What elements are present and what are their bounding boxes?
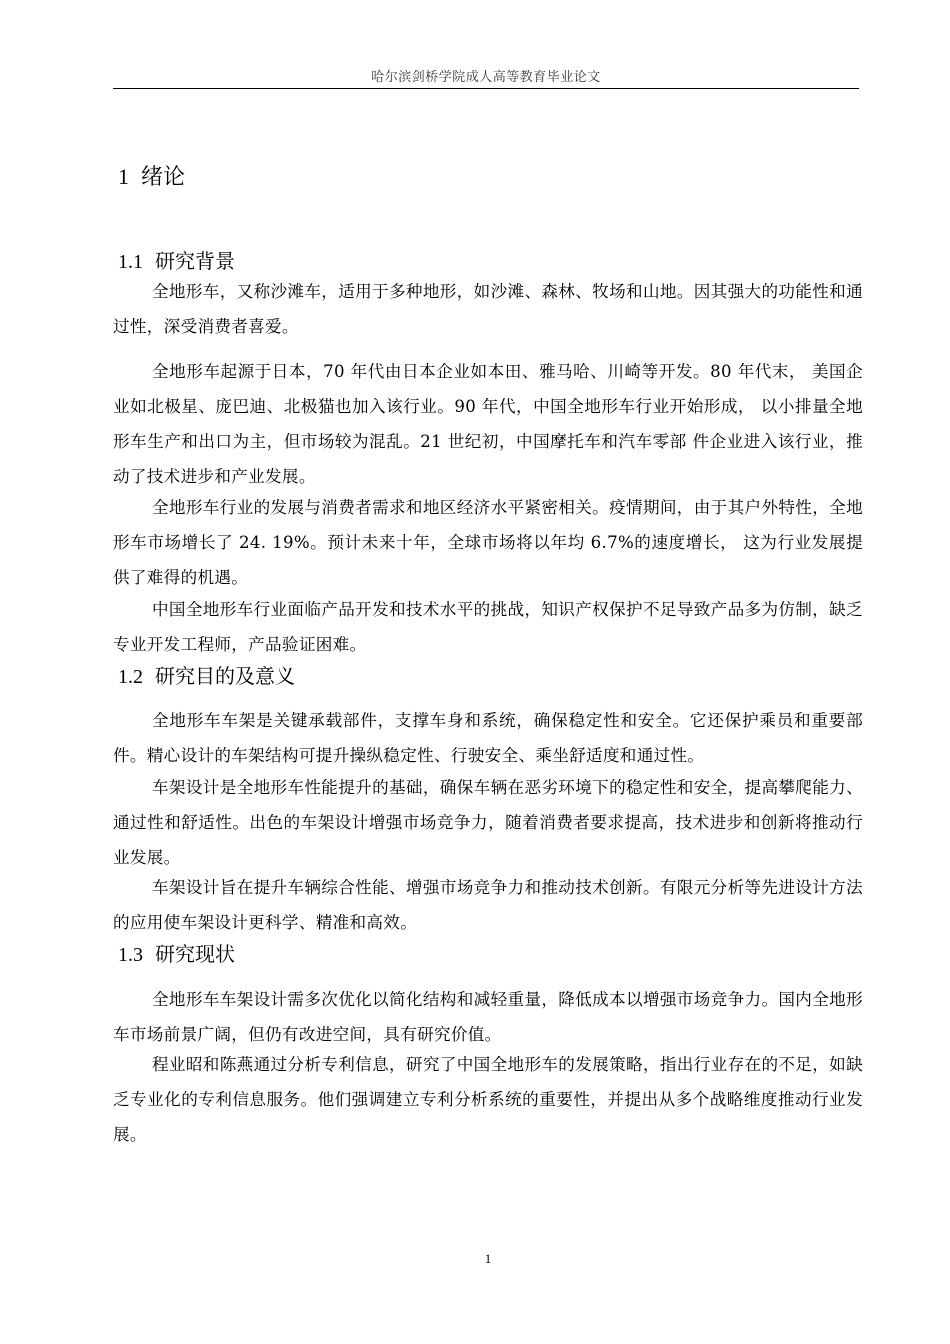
section-number: 1.1 xyxy=(118,251,143,273)
paragraph: 全地形车起源于日本，70 年代由日本企业如本田、雅马哈、川崎等开发。80 年代末， 美国企业如北极星、庞巴迪、北极猫也加入该行业。90 年代，中国全地形车行业开始形成， 以小排量全地形车生产和出口为主，但市场较为混乱。21 世纪初，中国摩托车和汽车零部 件企业进入该行业，推动了技术进步和产业发展。 xyxy=(113,362,863,486)
section-title: 研究目的及意义 xyxy=(155,664,295,688)
paragraph: 车架设计是全地形车性能提升的基础，确保车辆在恶劣环境下的稳定性和安全，提高攀爬能力、通过性和舒适性。出色的车架设计增强市场竞争力，随着消费者要求提高，技术进步和创新将推动行业发展。 xyxy=(113,778,863,867)
section-heading-1-3 xyxy=(118,940,235,969)
paragraph: 全地形车车架是关键承载部件，支撑车身和系统，确保稳定性和安全。它还保护乘员和重要部件。精心设计的车架结构可提升操纵稳定性、行驶安全、乘坐舒适度和通过性。 xyxy=(113,711,863,765)
chapter-title: 绪论 xyxy=(141,165,186,190)
section-title: 研究现状 xyxy=(155,942,235,966)
chapter-heading xyxy=(118,162,185,193)
paragraph: 车架设计旨在提升车辆综合性能、增强市场竞争力和推动技术创新。有限元分析等先进设计方法的应用使车架设计更科学、精准和高效。 xyxy=(113,878,863,932)
paragraph: 程业昭和陈燕通过分析专利信息，研究了中国全地形车的发展策略，指出行业存在的不足，如缺乏专业化的专利信息服务。他们强调建立专利分析系统的重要性，并提出从多个战略维度推动行业发展。 xyxy=(113,1055,863,1144)
section-number: 1.2 xyxy=(118,666,143,688)
paragraph: 全地形车行业的发展与消费者需求和地区经济水平紧密相关。疫情期间，由于其户外特性，全地形车市场增长了 24. 19%。预计未来十年，全球市场将以年均 6.7%的速度增长， 这为行业发展提供了难得的机遇。 xyxy=(113,498,863,587)
section-title: 研究背景 xyxy=(155,249,235,273)
header-divider xyxy=(113,88,859,89)
section-number: 1.3 xyxy=(118,944,143,966)
running-header: 哈尔滨剑桥学院成人高等教育毕业论文 xyxy=(371,70,601,85)
chapter-number: 1 xyxy=(118,164,129,189)
page-number: 1 xyxy=(484,1251,492,1266)
section-heading-1-2 xyxy=(118,662,295,691)
paragraph: 全地形车车架设计需多次优化以简化结构和减轻重量，降低成本以增强市场竞争力。国内全地形车市场前景广阔，但仍有改进空间，具有研究价值。 xyxy=(113,990,863,1044)
paragraph: 中国全地形车行业面临产品开发和技术水平的挑战，知识产权保护不足导致产品多为仿制，缺乏专业开发工程师，产品验证困难。 xyxy=(113,600,863,654)
paragraph: 全地形车，又称沙滩车，适用于多种地形，如沙滩、森林、牧场和山地。因其强大的功能性和通过性，深受消费者喜爱。 xyxy=(113,282,863,336)
section-heading-1-1 xyxy=(118,247,235,276)
